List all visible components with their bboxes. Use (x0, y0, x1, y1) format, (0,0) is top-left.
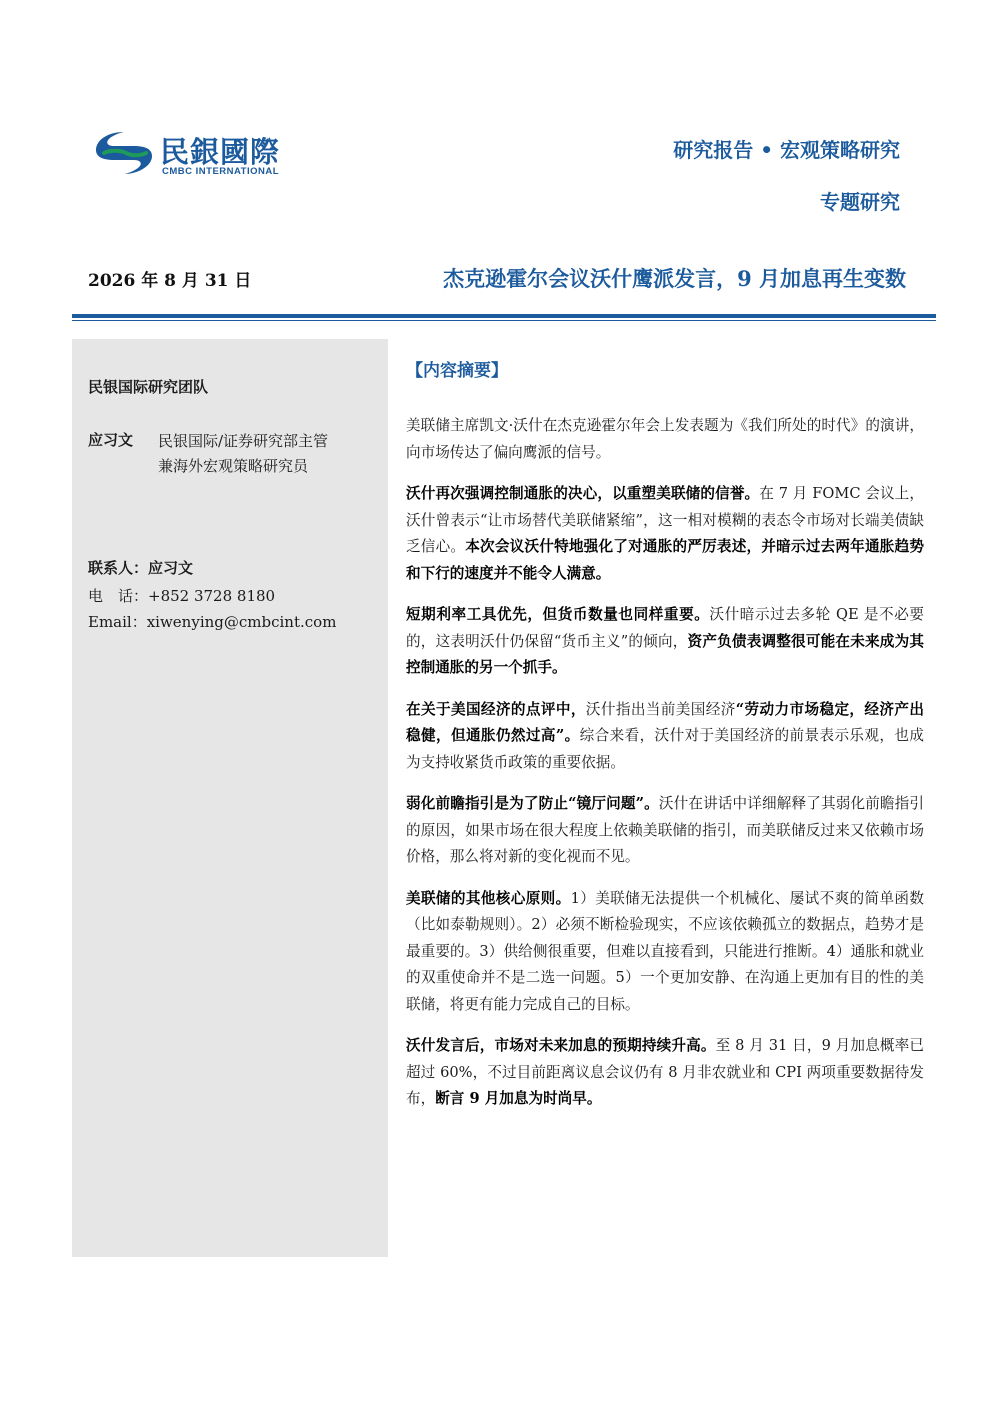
summary-paragraph-7: 沃什发言后，市场对未来加息的预期持续升高。至 8 月 31 日，9 月加息概率已超过 60%，不过目前距离议息会议仍有 8 月非农就业和 CPI 两项重要数据待发布，断言 9 月加息为时尚早。 (406, 1037, 924, 1107)
contact-person: 联系人：应习文 (88, 559, 194, 577)
summary-paragraph-1: 美联储主席凯文·沃什在杰克逊霍尔年会上发表题为《我们所处的时代》的演讲，向市场传达了偏向鹰派的信号。 (406, 417, 924, 461)
summary-heading: 【内容摘要】 (406, 361, 508, 381)
research-team-label: 民银国际研究团队 (88, 378, 209, 396)
sidebar-panel (72, 339, 388, 1257)
cmbc-logo-icon (94, 130, 154, 176)
summary-paragraph-6: 美联储的其他核心原则。1）美联储无法提供一个机械化、屡试不爽的简单函数（比如泰勒规则）。2）必须不断检验现实，不应该依赖孤立的数据点，趋势才是最重要的。3）供给侧很重要，但难以直接看到，只能进行推断。4）通胀和就业的双重使命并不是二选一问题。5）一个更加安静、在沟通上更加有目的性的美联储，将更有能力完成自己的目标。 (406, 889, 924, 1013)
header-divider-thin (72, 320, 936, 321)
brand-name-en: CMBC INTERNATIONAL (162, 166, 280, 177)
analyst-role-line1: 民银国际/证券研究部主管 (158, 432, 329, 450)
summary-paragraph-2: 沃什再次强调控制通胀的决心，以重塑美联储的信誉。在 7 月 FOMC 会议上，沃什曾表示“让市场替代美联储紧缩”，这一相对模糊的表态令市场对长端美债缺乏信心。本次会议沃什特地强化了对通胀的严厉表述，并暗示过去两年通胀趋势和下行的速度并不能令人满意。 (406, 485, 924, 582)
analyst-name: 应习文 (88, 431, 134, 449)
contact-email[interactable]: Email：xiwenying@cmbcint.com (88, 613, 337, 631)
header-divider-thick (72, 314, 936, 318)
report-category: 研究报告 • 宏观策略研究 (673, 138, 900, 162)
summary-body (406, 413, 924, 1128)
analyst-role (158, 429, 378, 479)
contact-phone: 电 话：+852 3728 8180 (88, 587, 276, 605)
report-subcategory: 专题研究 (820, 190, 900, 214)
analyst-role-line2: 兼海外宏观策略研究员 (158, 457, 309, 475)
report-title: 杰克逊霍尔会议沃什鹰派发言，9 月加息再生变数 (443, 266, 906, 291)
summary-paragraph-3: 短期利率工具优先，但货币数量也同样重要。沃什暗示过去多轮 QE 是不必要的，这表明沃什仍保留“货币主义”的倾向，资产负债表调整很可能在未来成为其控制通胀的另一个抓手。 (406, 606, 924, 676)
brand-logo (94, 128, 314, 178)
brand-name-cn: 民銀國際 (160, 135, 281, 169)
report-date: 2026 年 8 月 31 日 (88, 271, 252, 291)
summary-paragraph-5: 弱化前瞻指引是为了防止“镜厅问题”。沃什在讲话中详细解释了其弱化前瞻指引的原因，如果市场在很大程度上依赖美联储的指引，而美联储反过来又依赖市场价格，那么将对新的变化视而不见。 (406, 795, 924, 865)
summary-paragraph-4: 在关于美国经济的点评中，沃什指出当前美国经济“劳动力市场稳定，经济产出稳健，但通胀仍然过高”。综合来看，沃什对于美国经济的前景表示乐观，也成为支持收紧货币政策的重要依据。 (406, 700, 924, 771)
